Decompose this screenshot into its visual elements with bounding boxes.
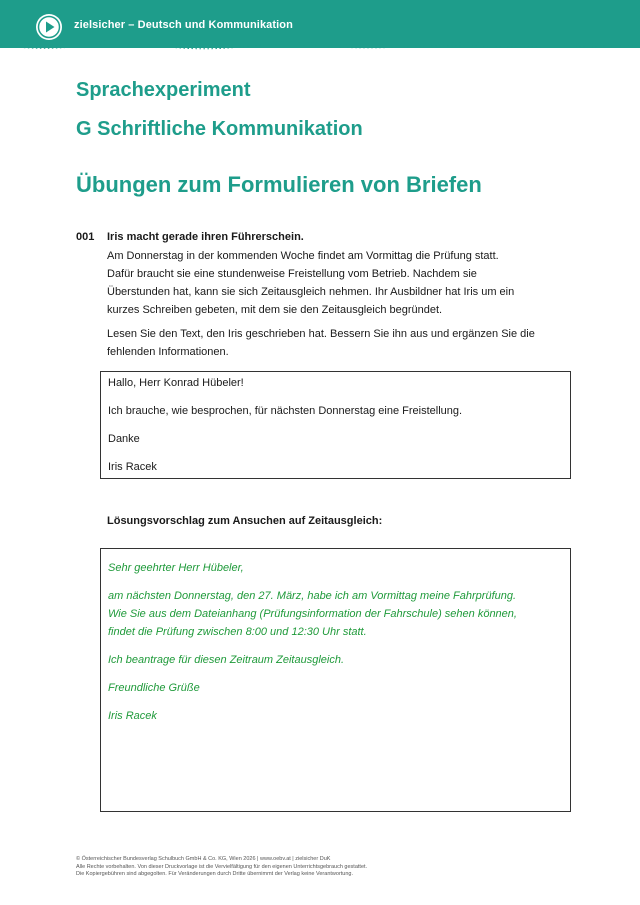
page-title-sprachexperiment: Sprachexperiment — [76, 79, 251, 101]
solution-paragraph-line: findet die Prüfung zwischen 8:00 und 12:30 Uhr statt. — [108, 626, 367, 638]
solution-request: Ich beantrage für diesen Zeitraum Zeitausgleich. — [108, 654, 345, 666]
solution-signature: Iris Racek — [108, 710, 157, 722]
exercise-number: 001 — [76, 231, 95, 243]
play-icon — [36, 14, 62, 40]
exercise-text-line: Am Donnerstag in der kommenden Woche findet am Vormittag die Prüfung statt. — [107, 250, 499, 262]
brand-title: zielsicher – Deutsch und Kommunikation — [74, 19, 293, 31]
exercise-title: Iris macht gerade ihren Führerschein. — [107, 231, 304, 243]
draft-body: Ich brauche, wie besprochen, für nächsten Donnerstag eine Freistellung. — [108, 405, 463, 417]
exercise-text-line: Dafür braucht sie eine stundenweise Freistellung vom Betrieb. Nachdem sie — [107, 268, 477, 280]
exercise-text-line: Überstunden hat, kann sie sich Zeitausgleich nehmen. Ihr Ausbildner hat Iris um ein — [107, 286, 515, 298]
exercise-text-line: kurzes Schreiben gebeten, mit dem sie den Zeitausgleich begründet. — [107, 304, 443, 316]
task-text-line: Lesen Sie den Text, den Iris geschrieben hat. Bessern Sie ihn aus und ergänzen Sie die — [107, 328, 535, 340]
solution-salutation: Sehr geehrter Herr Hübeler, — [108, 562, 244, 574]
footer-copyright — [76, 856, 367, 879]
footer-line: Die Kopiergebühren sind abgegolten. Für Veränderungen durch Dritte übernimmt der Verlag keine Verantwortung. — [76, 871, 354, 877]
solution-paragraph-line: am nächsten Donnerstag, den 27. März, habe ich am Vormittag meine Fahrprüfung. — [108, 590, 517, 602]
draft-greeting: Hallo, Herr Konrad Hübeler! — [108, 377, 244, 389]
solution-letter-box — [100, 548, 571, 812]
footer-line: © Österreichischer Bundesverlag Schulbuch GmbH & Co. KG, Wien 2026 | www.oebv.at | zielsicher DuK — [76, 856, 331, 862]
draft-letter-box — [100, 371, 571, 479]
header-wave-decoration — [0, 38, 640, 52]
task-text-line: fehlenden Informationen. — [107, 346, 229, 358]
draft-signature: Iris Racek — [108, 461, 157, 473]
solution-paragraph-line: Wie Sie aus dem Dateianhang (Prüfungsinformation der Fahrschule) sehen können, — [108, 608, 517, 620]
page-title-section: G Schriftliche Kommunikation — [76, 118, 363, 140]
draft-thanks: Danke — [108, 433, 140, 445]
solution-closing: Freundliche Grüße — [108, 682, 200, 694]
page-title-exercise-topic: Übungen zum Formulieren von Briefen — [76, 172, 482, 197]
footer-line: Alle Rechte vorbehalten. Von dieser Druckvorlage ist die Vervielfältigung für den eigenen Unterrichtsgebrauch gestattet. — [76, 863, 368, 870]
solution-heading: Lösungsvorschlag zum Ansuchen auf Zeitausgleich: — [107, 515, 383, 527]
